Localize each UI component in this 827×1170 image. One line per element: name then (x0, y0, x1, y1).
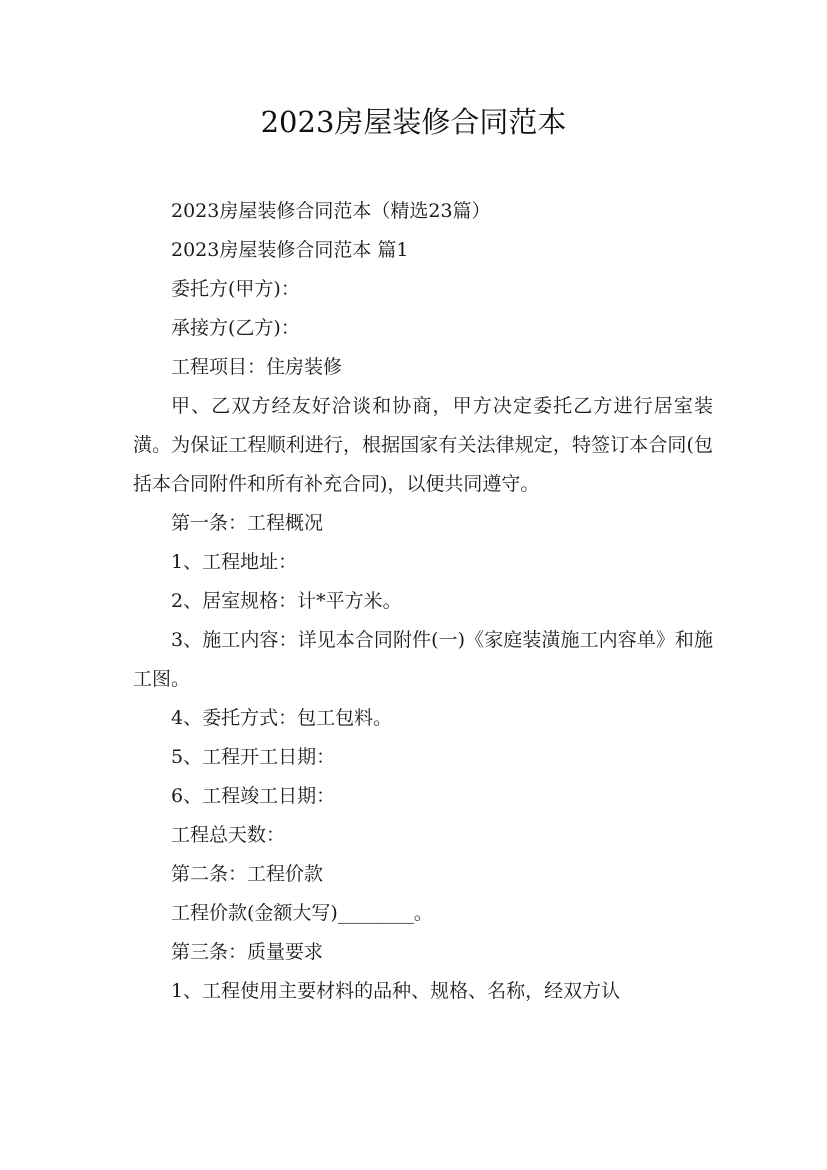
party-b-line: 承接方(乙方)： (171, 317, 300, 339)
article-2-heading: 第二条：工程价款 (171, 863, 324, 885)
clause-item: 工程总天数： (171, 824, 286, 846)
clause-item: 6、工程竣工日期： (171, 785, 336, 807)
article-3-heading: 第三条：质量要求 (171, 941, 324, 963)
project-line: 工程项目：住房装修 (171, 356, 343, 378)
document-title: 2023房屋装修合同范本 (260, 105, 567, 139)
clause-item: 4、委托方式：包工包料。 (171, 707, 393, 729)
clause-item: 1、工程使用主要材料的品种、规格、名称，经双方认 (171, 980, 621, 1002)
clause-item: 2、居室规格：计*平方米。 (171, 590, 402, 612)
section-heading: 2023房屋装修合同范本 篇1 (171, 239, 409, 261)
subtitle-line: 2023房屋装修合同范本（精选23篇） (171, 200, 491, 222)
article-1-heading: 第一条：工程概况 (171, 512, 324, 534)
clause-item: 工程价款(金额大写)________。 (171, 902, 433, 924)
clause-item: 1、工程地址： (171, 551, 298, 573)
clause-item-3: 3、施工内容：详见本合同附件(一)《家庭装潢施工内容单》和施工图。 (133, 629, 713, 690)
document-body (133, 192, 713, 1011)
intro-paragraph: 甲、乙双方经友好洽谈和协商，甲方决定委托乙方进行居室装潢。为保证工程顺利进行，根据国家有关法律规定，特签订本合同(包括本合同附件和所有补充合同)，以便共同遵守。 (133, 395, 713, 495)
clause-item: 5、工程开工日期： (171, 746, 336, 768)
party-a-line: 委托方(甲方)： (171, 278, 300, 300)
